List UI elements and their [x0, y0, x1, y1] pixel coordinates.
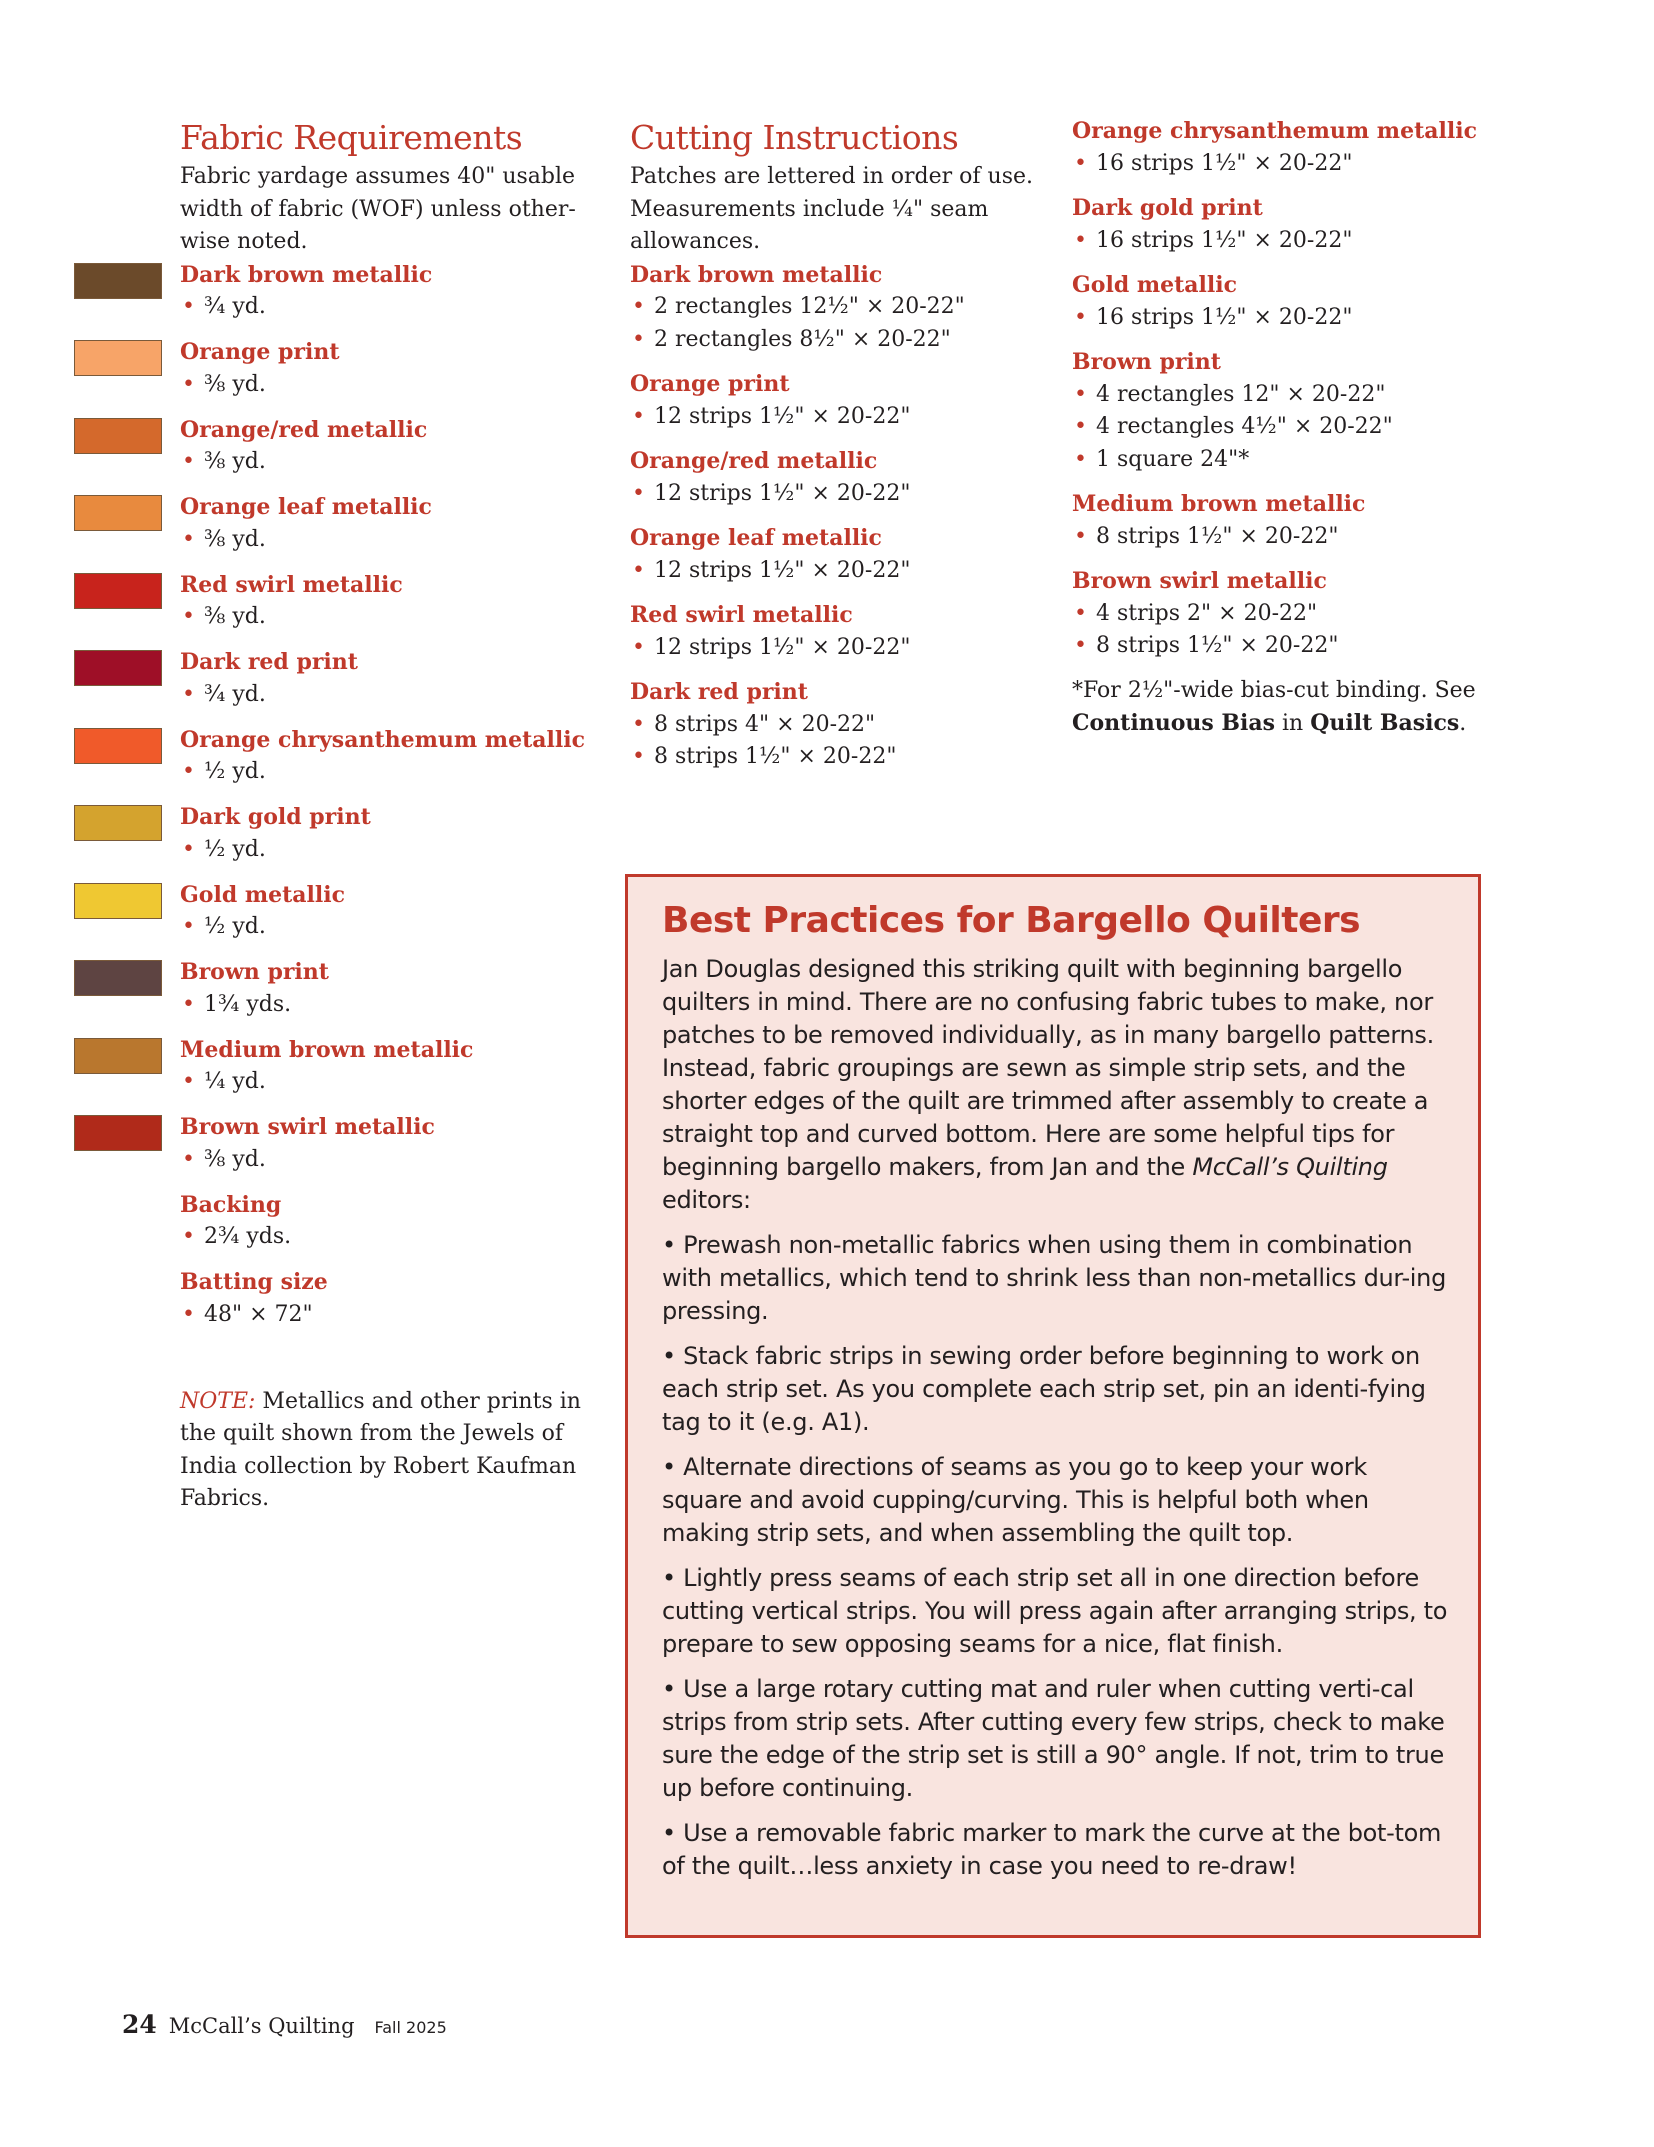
cutting-instructions-heading: Cutting Instructions	[630, 118, 959, 157]
cutting-line: • 8 strips 1½" × 20-22"	[1072, 630, 1502, 663]
cutting-fabric-name: Dark brown metallic	[630, 261, 883, 288]
tip-item: • Use a large rotary cutting mat and ruler when cutting verti-cal strips from strip sets. After cutting every few strips, check to make sure the edge of the strip set is still a 90° angle. If not, trim to true up before continuing.	[662, 1675, 1445, 1802]
fabric-name: Orange chrysanthemum metallic	[180, 726, 585, 753]
tip-item: • Prewash non-metallic fabrics when using them in combination with metallics, which tend to shrink less than non-metallics dur-ing pressing.	[662, 1231, 1447, 1325]
cutting-list-first	[630, 259, 1050, 774]
cutting-fabric-name: Red swirl metallic	[630, 602, 853, 628]
cutting-fabric-name: Dark gold print	[1072, 195, 1263, 221]
cutting-list-second	[1072, 115, 1502, 663]
fabric-swatch	[74, 495, 162, 531]
cutting-item	[1072, 346, 1502, 476]
fabric-requirements-column	[180, 115, 600, 1516]
footnote-in: in	[1275, 711, 1311, 736]
fabric-swatch	[74, 1038, 162, 1074]
cutting-line: • 8 strips 4" × 20-22"	[630, 709, 1050, 742]
cutting-fabric-name: Brown swirl metallic	[1072, 568, 1327, 594]
fabric-swatch	[74, 573, 162, 609]
fabric-name: Dark red print	[180, 649, 358, 675]
fabric-swatch	[74, 805, 162, 841]
cutting-instructions-column	[630, 115, 1050, 786]
fabric-name: Orange leaf metallic	[180, 494, 432, 520]
best-practices-tips	[662, 1229, 1448, 1883]
fabric-amount: • ⅜ yd.	[180, 1144, 600, 1177]
fabric-amount: • ⅜ yd.	[180, 601, 600, 634]
fabric-name: Medium brown metallic	[180, 1036, 474, 1063]
fabric-name: Dark brown metallic	[180, 261, 433, 288]
cutting-line: • 12 strips 1½" × 20-22"	[630, 401, 1050, 434]
cutting-line: • 12 strips 1½" × 20-22"	[630, 632, 1050, 665]
fabric-extra-amount: • 2¾ yds.	[180, 1221, 600, 1254]
cutting-line: • 2 rectangles 12½" × 20-22"	[630, 291, 1050, 324]
fabric-swatch	[74, 728, 162, 764]
fabric-name: Orange print	[180, 339, 340, 365]
footnote-quilt-basics: Quilt Basics	[1310, 710, 1460, 736]
cutting-line: • 8 strips 1½" × 20-22"	[630, 741, 1050, 774]
fabric-requirements-intro: Fabric yardage assumes 40" usable width of fabric (WOF) unless other-wise noted.	[180, 164, 576, 254]
fabric-note	[180, 1386, 600, 1516]
cutting-line: • 4 rectangles 12" × 20-22"	[1072, 379, 1502, 412]
cutting-item	[1072, 115, 1502, 180]
cutting-line: • 8 strips 1½" × 20-22"	[1072, 521, 1502, 554]
fabric-item	[180, 491, 600, 569]
cutting-line: • 1 square 24"*	[1072, 444, 1502, 477]
page-number: 24	[122, 2010, 157, 2039]
fabric-amount: • ¾ yd.	[180, 291, 600, 324]
tip-item: • Use a removable fabric marker to mark the curve at the bot-tom of the quilt…less anxiety in case you need to re-draw!	[662, 1819, 1442, 1880]
cutting-item	[630, 599, 1050, 664]
fabric-item	[180, 646, 600, 724]
footnote-continuous-bias: Continuous Bias	[1072, 710, 1275, 736]
cutting-fabric-name: Orange leaf metallic	[630, 525, 882, 551]
fabric-item	[180, 801, 600, 879]
best-practices-intro	[662, 953, 1448, 1217]
fabric-amount: • ⅜ yd.	[180, 524, 600, 557]
cutting-fabric-name: Orange chrysanthemum metallic	[1072, 118, 1477, 144]
fabric-item	[180, 956, 600, 1034]
cutting-item	[1072, 192, 1502, 257]
cutting-fabric-name: Gold metallic	[1072, 272, 1238, 298]
intro-text: Jan Douglas designed this striking quilt with beginning bargello quilters in mind. There are no confusing fabric tubes to make, nor patches to be removed individually, as in many bargello patterns. Instead, fabric groupings are sewn as simple strip sets, and the shorter edges of the quilt are trimmed after assembly to create a straight top and curved bottom. Here are some helpful tips for beginning bargello makers, from Jan and the	[662, 955, 1434, 1181]
fabric-swatch	[74, 1115, 162, 1151]
fabric-name: Red swirl metallic	[180, 571, 403, 598]
fabric-item	[180, 336, 600, 414]
cutting-line: • 12 strips 1½" × 20-22"	[630, 555, 1050, 588]
issue-date: Fall 2025	[374, 2018, 447, 2037]
footnote-text: *For 2½"-wide bias-cut binding. See	[1072, 677, 1476, 703]
fabric-amount: • 1¾ yds.	[180, 989, 600, 1022]
fabric-amount: • ⅜ yd.	[180, 446, 600, 479]
cutting-item	[1072, 488, 1502, 553]
cutting-instructions-continued-column	[1072, 115, 1502, 741]
fabric-swatch	[74, 960, 162, 996]
cutting-line: • 4 strips 2" × 20-22"	[1072, 598, 1502, 631]
note-label: NOTE:	[180, 1388, 256, 1414]
fabric-swatch	[74, 263, 162, 299]
cutting-line: • 2 rectangles 8½" × 20-22"	[630, 324, 1050, 357]
fabric-item	[180, 879, 600, 957]
intro-magazine-name: McCall’s Quilting	[1192, 1153, 1388, 1181]
cutting-line: • 16 strips 1½" × 20-22"	[1072, 302, 1502, 335]
intro-end: editors:	[662, 1186, 751, 1214]
fabric-amount: • ⅜ yd.	[180, 369, 600, 402]
fabric-extra-item	[180, 1266, 600, 1344]
binding-footnote	[1072, 675, 1502, 741]
footnote-period: .	[1459, 711, 1467, 736]
cutting-item	[1072, 565, 1502, 663]
cutting-item	[630, 259, 1050, 357]
cutting-fabric-name: Orange print	[630, 371, 790, 397]
fabric-extra-item	[180, 1189, 600, 1267]
fabric-list	[180, 259, 600, 1189]
cutting-line: • 16 strips 1½" × 20-22"	[1072, 225, 1502, 258]
tip-item: • Alternate directions of seams as you go to keep your work square and avoid cupping/curving. This is helpful both when making strip sets, and when assembling the quilt top.	[662, 1453, 1369, 1547]
fabric-swatch	[74, 883, 162, 919]
fabric-item	[180, 724, 600, 802]
cutting-fabric-name: Orange/red metallic	[630, 448, 878, 474]
fabric-amount: • ¾ yd.	[180, 679, 600, 712]
fabric-amount: • ¼ yd.	[180, 1066, 600, 1099]
fabric-swatch	[74, 650, 162, 686]
fabric-name: Brown swirl metallic	[180, 1114, 435, 1140]
fabric-item	[180, 1034, 600, 1112]
fabric-item	[180, 569, 600, 647]
cutting-line: • 16 strips 1½" × 20-22"	[1072, 148, 1502, 181]
fabric-name: Gold metallic	[180, 881, 346, 908]
tip-item: • Stack fabric strips in sewing order before beginning to work on each strip set. As you complete each strip set, pin an identi-fying tag to it (e.g. A1).	[662, 1342, 1426, 1436]
cutting-item	[630, 368, 1050, 433]
note-text: Metallics and other prints in the quilt shown from the Jewels of India collection by Robert Kaufman Fabrics.	[180, 1388, 581, 1511]
cutting-line: • 4 rectangles 4½" × 20-22"	[1072, 411, 1502, 444]
fabric-extras-list	[180, 1189, 600, 1344]
tip-item: • Lightly press seams of each strip set all in one direction before cutting vertical strips. You will press again after arranging strips, to prepare to sew opposing seams for a nice, flat finish.	[662, 1564, 1448, 1658]
cutting-line: • 12 strips 1½" × 20-22"	[630, 478, 1050, 511]
magazine-name: McCall’s Quilting	[168, 2014, 355, 2038]
fabric-item	[180, 414, 600, 492]
fabric-name: Dark gold print	[180, 804, 371, 830]
fabric-amount: • ½ yd.	[180, 911, 600, 944]
fabric-item	[180, 1111, 600, 1189]
fabric-name: Brown print	[180, 959, 329, 985]
cutting-instructions-intro: Patches are lettered in order of use. Measurements include ¼" seam allowances.	[630, 164, 1034, 254]
fabric-name: Orange/red metallic	[180, 416, 428, 443]
fabric-extra-name: Batting size	[180, 1269, 328, 1295]
cutting-fabric-name: Dark red print	[630, 679, 808, 705]
cutting-item	[630, 522, 1050, 587]
fabric-extra-amount: • 48" × 72"	[180, 1299, 600, 1332]
cutting-item	[630, 676, 1050, 774]
fabric-swatch	[74, 340, 162, 376]
fabric-extra-name: Backing	[180, 1191, 282, 1218]
cutting-item	[630, 445, 1050, 510]
fabric-requirements-heading: Fabric Requirements	[180, 118, 523, 157]
best-practices-box	[625, 874, 1481, 1938]
fabric-amount: • ½ yd.	[180, 756, 600, 789]
fabric-swatch	[74, 418, 162, 454]
page-footer	[122, 2010, 447, 2039]
cutting-item	[1072, 269, 1502, 334]
best-practices-heading: Best Practices for Bargello Quilters	[662, 900, 1361, 941]
cutting-fabric-name: Medium brown metallic	[1072, 491, 1366, 517]
fabric-item	[180, 259, 600, 337]
fabric-amount: • ½ yd.	[180, 834, 600, 867]
cutting-fabric-name: Brown print	[1072, 349, 1221, 375]
